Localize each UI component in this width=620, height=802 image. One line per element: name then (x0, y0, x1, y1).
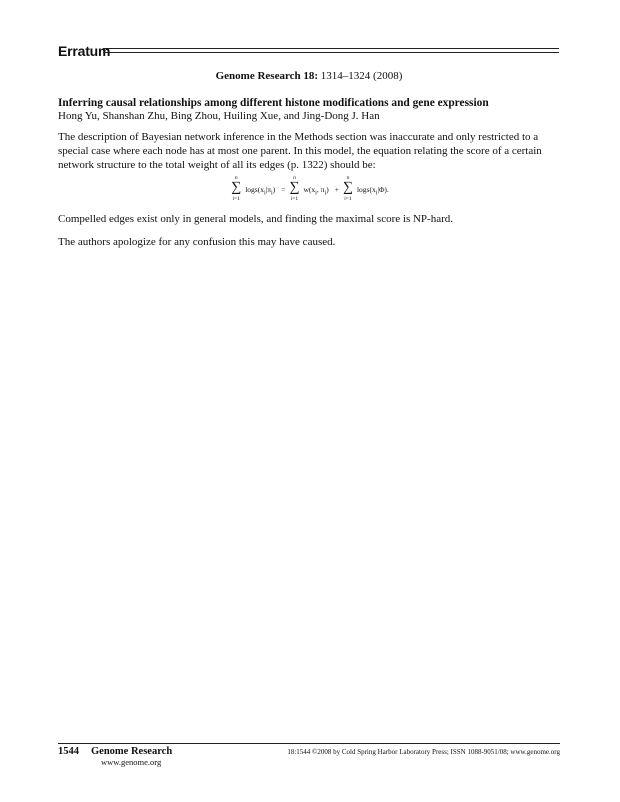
section-label: Erratum (58, 43, 111, 59)
plus-sign: + (334, 185, 339, 194)
citation-pages-year: 1314–1324 (2008) (318, 70, 403, 82)
footer-journal-url: www.genome.org (101, 757, 162, 767)
article-authors: Hong Yu, Shanshan Zhu, Bing Zhou, Huiling Xue, and Jing-Dong J. Han (58, 110, 380, 122)
equation-term-2 (303, 175, 328, 197)
sum-lower-limit: i=1 (290, 196, 299, 202)
equation (58, 175, 564, 205)
sum-upper-limit: n (293, 175, 296, 181)
term-2-sub2: i (324, 189, 327, 197)
article-title: Inferring causal relationships among different histone modifications and gene expression (58, 97, 489, 109)
footer-rule (58, 743, 560, 744)
sum-lower-limit: i=1 (344, 196, 352, 202)
equation-term-1 (245, 175, 275, 197)
term-2-end: ) (326, 185, 329, 194)
sum-upper-limit: n (346, 175, 350, 181)
page-number: 1544 (58, 746, 79, 757)
sum-upper-limit: n (234, 175, 238, 181)
summation-1 (230, 175, 242, 205)
body-paragraph-1: The description of Bayesian network inference in the Methods section was inaccurate and only restricted to a special case where each node has at most one parent. In this model, the equation relating the score of a certain network structure to the total weight of all its edges (p. 1322) should be: (58, 131, 542, 171)
journal-citation (58, 70, 560, 82)
term-3-sub: i (375, 189, 378, 197)
sigma-symbol: ∑ (289, 180, 300, 195)
header-rule (103, 48, 559, 53)
term-1-end: ) (272, 185, 276, 194)
term-2-text: w(x (303, 185, 316, 194)
sigma-symbol: ∑ (231, 180, 242, 195)
term-3-text: logs(x (356, 185, 376, 194)
footer-copyright: 18:1544 ©2008 by Cold Spring Harbor Laboratory Press; ISSN 1088-9051/08; www.genome.org (287, 748, 560, 756)
citation-journal-volume: Genome Research 18: (215, 70, 319, 82)
term-3-end: |Φ). (377, 185, 389, 194)
term-1-sub: i (263, 189, 266, 197)
equals-sign: = (281, 185, 286, 194)
term-1-text: logs(x (245, 185, 264, 194)
sum-lower-limit: i=1 (232, 196, 240, 202)
equation-term-3 (357, 175, 389, 197)
term-2-mid: , π (316, 185, 325, 194)
summation-3 (342, 175, 354, 205)
sigma-symbol: ∑ (342, 180, 353, 195)
term-2-sub: i (315, 189, 317, 197)
body-paragraph-2: Compelled edges exist only in general models, and finding the maximal score is NP-hard. (58, 213, 453, 225)
term-1-mid: |π (265, 185, 271, 194)
term-1-sub2: i (271, 189, 273, 197)
footer-journal-name: Genome Research (91, 746, 173, 757)
body-paragraph-3: The authors apologize for any confusion this may have caused. (58, 236, 336, 248)
summation-2 (288, 175, 300, 205)
